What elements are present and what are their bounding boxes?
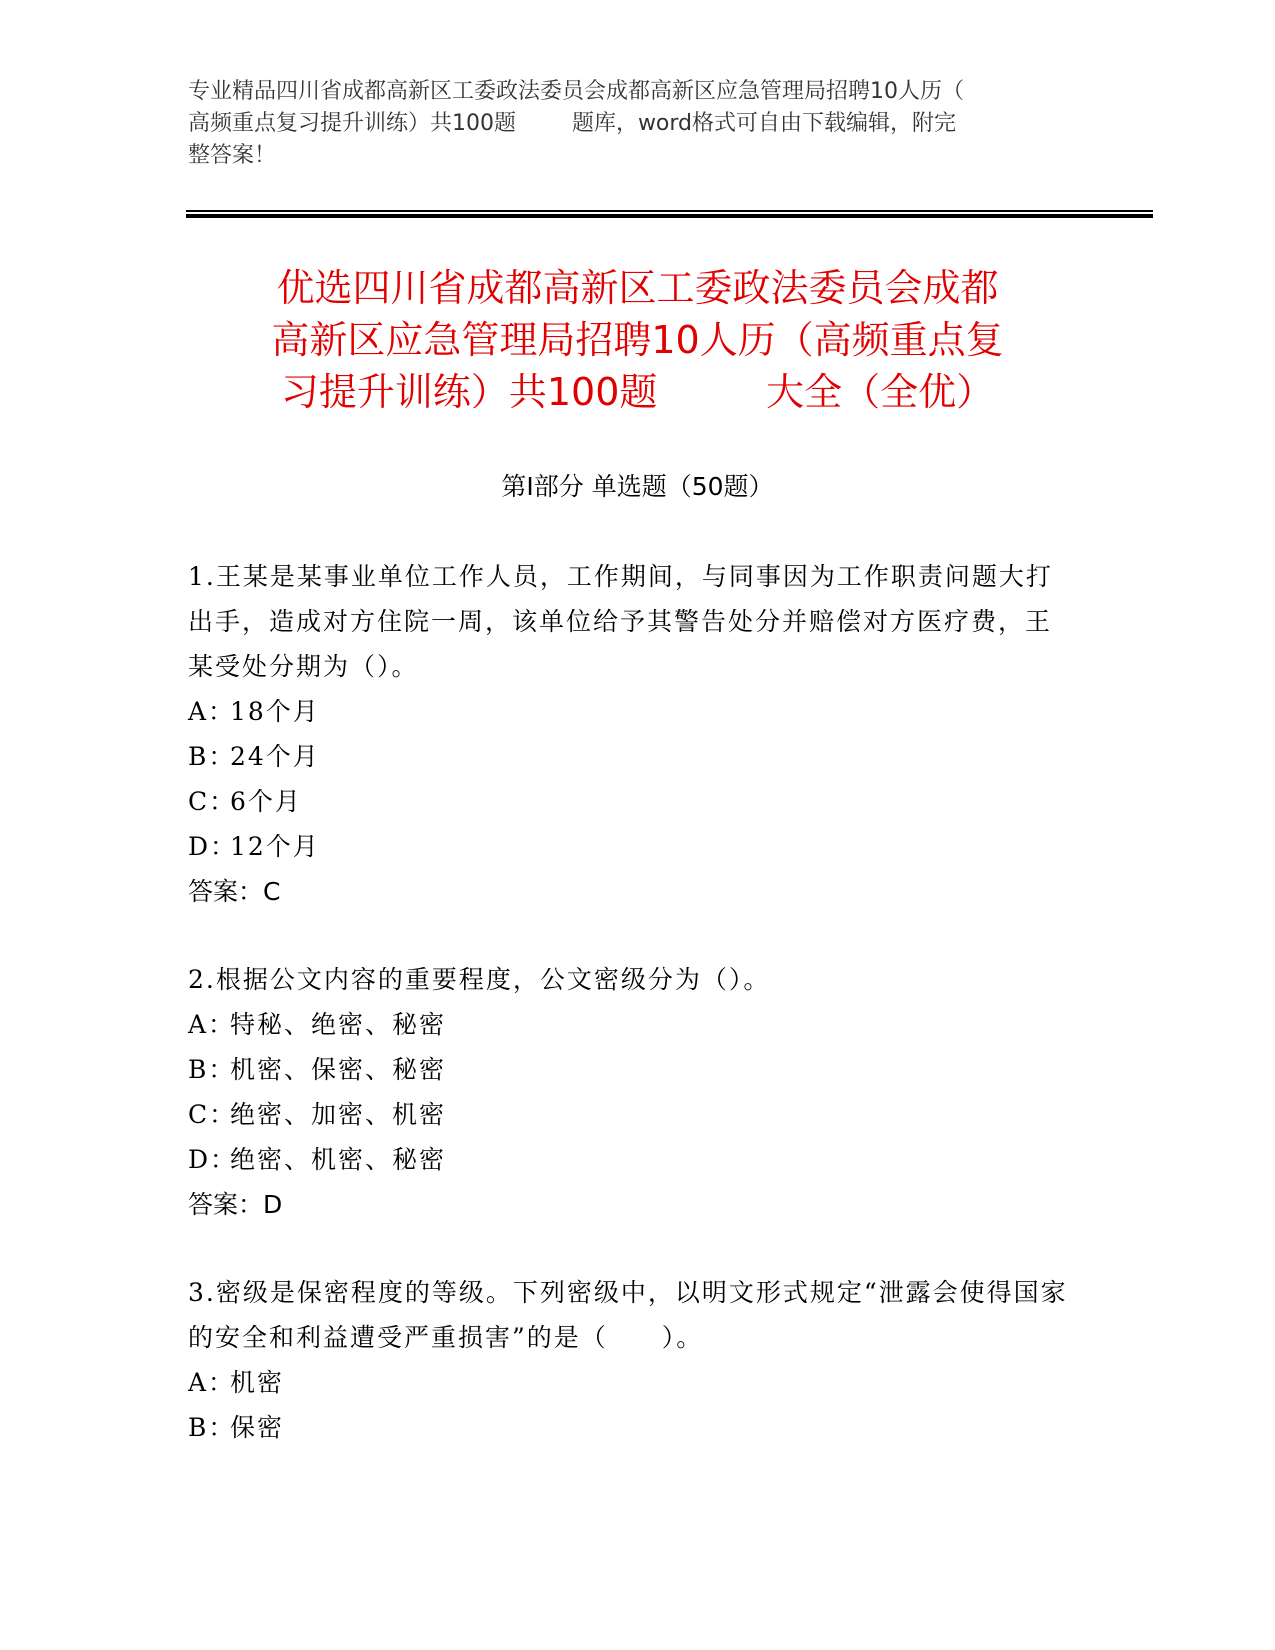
option-text: 6个月	[230, 787, 302, 816]
option-key: C：	[188, 787, 237, 816]
answer-line: 答案：C	[188, 877, 281, 906]
question-stem: 3.密级是保密程度的等级。下列密级中，以明文形式规定“泄露会使得国家的安全和利益遭受严重损害”的是（ ）。	[188, 1278, 1068, 1352]
question-2	[188, 957, 1068, 1227]
option-key: A：	[188, 1368, 236, 1397]
option-text: 24个月	[230, 742, 320, 771]
header-divider-thick	[186, 214, 1153, 218]
option-text: 绝密、机密、秘密	[230, 1145, 447, 1174]
option-key: D：	[188, 1145, 238, 1174]
option-text: 机密、保密、秘密	[230, 1055, 447, 1084]
option-a	[188, 1002, 1068, 1047]
option-key: B：	[188, 742, 236, 771]
option-text: 绝密、加密、机密	[230, 1100, 447, 1129]
option-key: A：	[188, 1010, 236, 1039]
option-key: C：	[188, 1100, 237, 1129]
header-note: 专业精品四川省成都高新区工委政法委员会成都高新区应急管理局招聘10人历（ 高频重点复习提升训练）共100题 题库，word格式可自由下载编辑，附完 整答案！	[188, 79, 964, 168]
option-text: 特秘、绝密、秘密	[230, 1010, 447, 1039]
question-1	[188, 554, 1068, 914]
option-b	[188, 1405, 1068, 1450]
option-text: 机密	[230, 1368, 285, 1397]
option-c	[188, 779, 1068, 824]
option-a	[188, 689, 1068, 734]
option-d	[188, 824, 1068, 869]
option-text: 保密	[230, 1413, 285, 1442]
option-key: B：	[188, 1055, 236, 1084]
question-stem: 1.王某是某事业单位工作人员，工作期间，与同事因为工作职责问题大打出手，造成对方住院一周，该单位给予其警告处分并赔偿对方医疗费，王某受处分期为（）。	[188, 562, 1053, 681]
option-b	[188, 1047, 1068, 1092]
document-title: 优选四川省成都高新区工委政法委员会成都 高新区应急管理局招聘10人历（高频重点复 习提升训练）共100题 大全（全优）	[271, 266, 1004, 414]
option-c	[188, 1092, 1068, 1137]
option-key: B：	[188, 1413, 236, 1442]
option-b	[188, 734, 1068, 779]
option-a	[188, 1360, 1068, 1405]
option-text: 18个月	[230, 697, 320, 726]
header-divider-thin	[186, 210, 1153, 212]
section-title: 第Ⅰ部分 单选题（50题）	[501, 472, 774, 501]
option-key: A：	[188, 697, 236, 726]
answer-line: 答案：D	[188, 1190, 283, 1219]
option-key: D：	[188, 832, 238, 861]
question-list	[188, 554, 1068, 1493]
option-text: 12个月	[230, 832, 320, 861]
question-stem: 2.根据公文内容的重要程度，公文密级分为（）。	[188, 965, 771, 994]
question-3	[188, 1270, 1068, 1450]
option-d	[188, 1137, 1068, 1182]
